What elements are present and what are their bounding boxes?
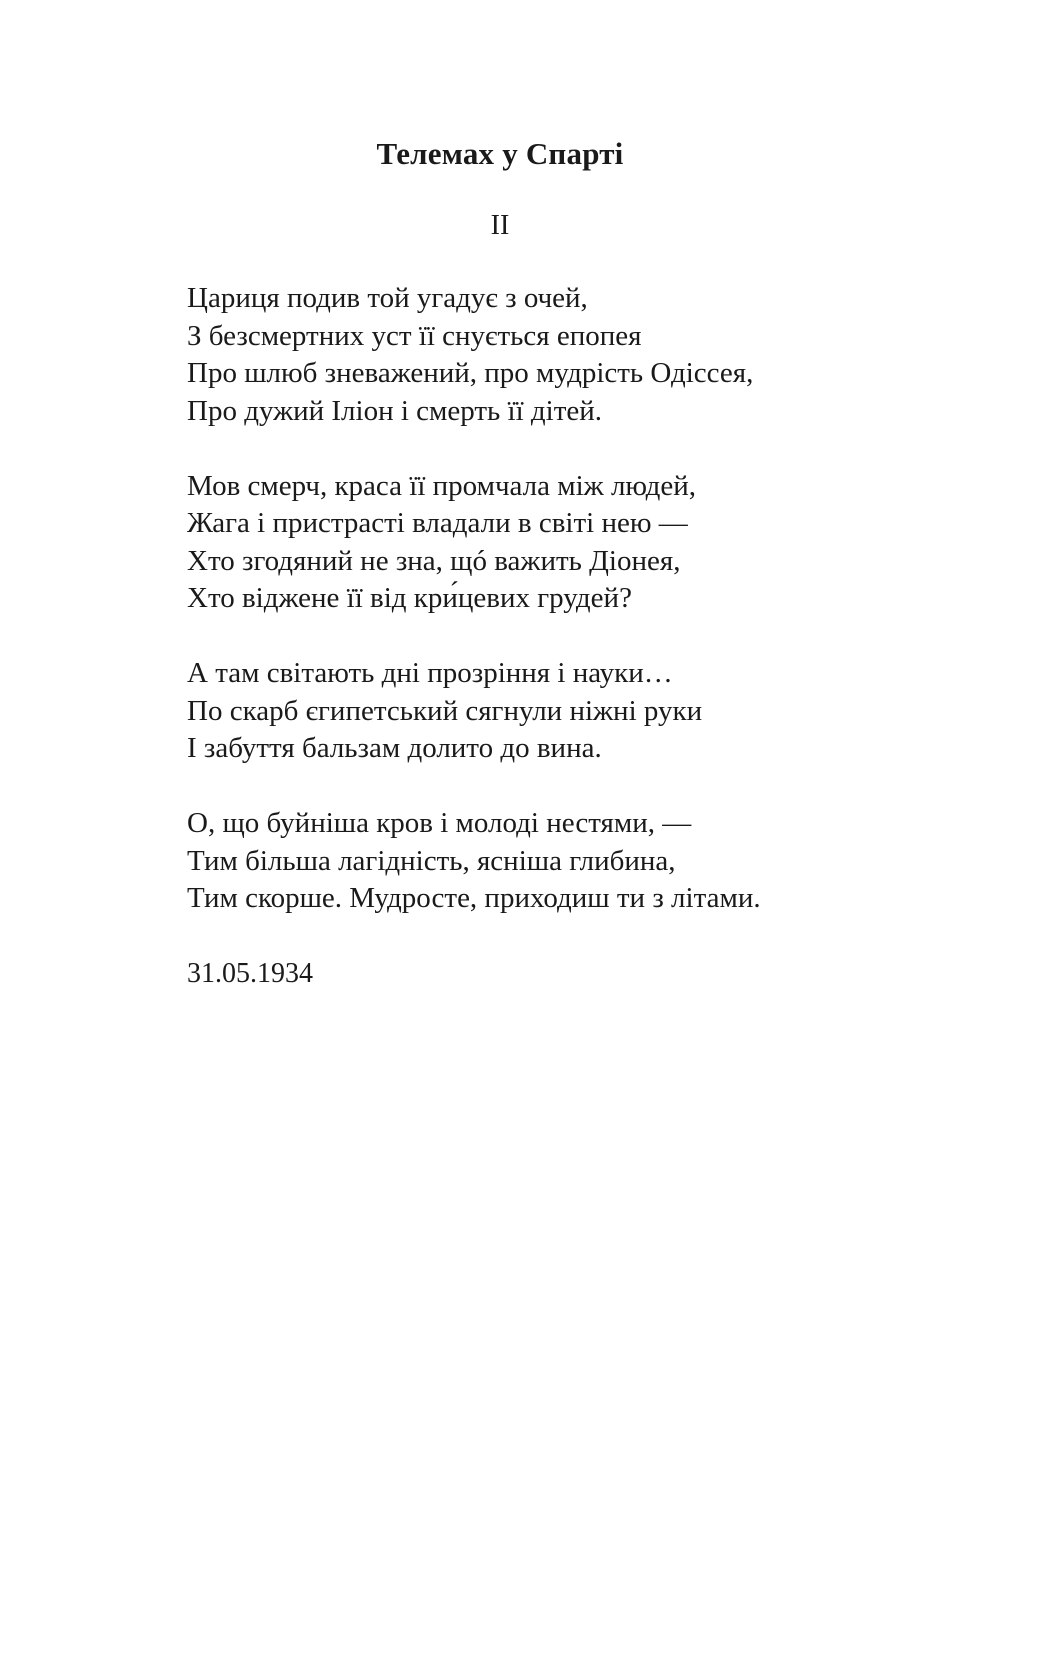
poem-line: О, що буйніша кров і молоді нестями, — <box>187 807 692 839</box>
poem-line: Хто згодяний не зна, щó важить Діонея, <box>187 544 681 577</box>
section-number: II <box>490 210 510 241</box>
poem-line: Жага і пристрасті владали в світі нею — <box>187 507 688 539</box>
poem-line: Тим більша лагідність, ясніша глибина, <box>187 844 676 877</box>
poem-body <box>187 280 947 993</box>
poem-line: Хто віджене її від кри́цевих грудей? <box>187 582 632 614</box>
stanza <box>187 468 947 618</box>
poem-line: По скарб єгипетський сягнули ніжні руки <box>187 694 703 727</box>
poem-line: Цариця подив той угадує з очей, <box>187 282 588 314</box>
poem-line: І забуття бальзам долито до вина. <box>187 732 602 764</box>
poem-line: Про дужий Іліон і смерть її дітей. <box>187 394 603 427</box>
stanza <box>187 805 947 918</box>
poem-title: Телемах у Спарті <box>376 136 624 171</box>
poem-line: З безсмертних уст її снується епопея <box>187 319 642 352</box>
poem-date: 31.05.1934 <box>187 958 313 989</box>
stanza <box>187 280 947 430</box>
poem-line: Тим скорше. Мудросте, приходиш ти з літами. <box>187 882 761 914</box>
poem-line: Про шлюб зневажений, про мудрість Одіссея, <box>187 357 754 389</box>
poem-line: Мов смерч, краса її промчала між людей, <box>187 469 697 502</box>
stanza <box>187 655 947 768</box>
poem-line: А там світають дні прозріння і науки… <box>187 657 673 689</box>
